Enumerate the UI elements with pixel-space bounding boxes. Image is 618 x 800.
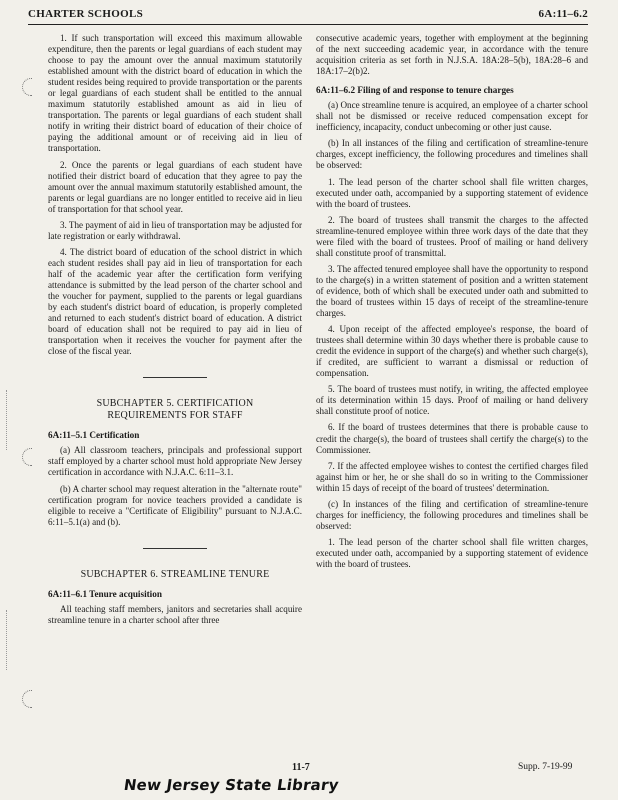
header-rule xyxy=(28,24,588,25)
punch-hole-mark xyxy=(22,690,32,708)
section-heading: 6A:11–6.1 Tenure acquisition xyxy=(48,588,162,599)
paragraph: (a) All classroom teachers, principals and professional support staff employed by a charter school must hold appropriate New Jersey certification in accordance with N.J.A.C. 6:11–3.1. xyxy=(48,445,302,478)
paragraph: (b) A charter school may request alteration in the "alternate route" certification program for novice teachers provided a candidate is eligible to receive a "Certificate of Eligibility" pursuant to N.J.A.C. 6:11–5.1(a) and (b). xyxy=(48,483,302,527)
paragraph: consecutive academic years, together with employment at the beginning of the next succeeding academic year, in accordance with the tenure acquisition criteria as set forth in N.J.S.A. 18A:28–5(b), 18A:28–6 and 18A:17–2(b)2. xyxy=(316,33,588,77)
punch-hole-mark xyxy=(22,78,32,96)
paragraph: 1. The lead person of the charter school shall file written charges, executed under oath, accompanied by a supporting statement of evidence with the board of trustees. xyxy=(316,536,588,569)
paragraph: 1. The lead person of the charter school shall file written charges, executed under oath, accompanied by a supporting statement of evidence with the board of trustees. xyxy=(316,176,588,209)
punch-hole-mark xyxy=(22,448,32,466)
paragraph: 2. Once the parents or legal guardians of each student have notified their district board of education that they agree to pay the amount over the annual maximum statutorily established amount, the parents or legal guardians are no longer entitled to receive aid in lieu of transportation for that school year. xyxy=(48,159,302,214)
paragraph: 7. If the affected employee wishes to contest the certified charges filed against him or her, he or she shall do so in writing to the Commissioner within 15 days of receipt of the board of trustees' determination. xyxy=(316,460,588,493)
paragraph: 3. The payment of aid in lieu of transportation may be adjusted for late registration or early withdrawal. xyxy=(48,219,303,241)
section-divider xyxy=(143,377,207,378)
subchapter-heading: SUBCHAPTER 6. STREAMLINE TENURE xyxy=(80,568,270,580)
supplement-date: Supp. 7-19-99 xyxy=(518,762,573,772)
paragraph: (c) In instances of the filing and certification of streamline-tenure charges for inefficiency, the following procedures and timelines shall be observed: xyxy=(316,498,588,531)
running-header-title: CHARTER SCHOOLS xyxy=(28,8,144,20)
subchapter-heading-line: REQUIREMENTS FOR STAFF xyxy=(107,410,243,422)
margin-mark xyxy=(6,390,7,450)
library-stamp: New Jersey State Library xyxy=(122,776,340,794)
paragraph: (a) Once streamline tenure is acquired, an employee of a charter school shall not be dismissed or receive reduced compensation except for inefficiency, incapacity, conduct unbecoming or other just cause. xyxy=(316,100,588,133)
paragraph: 6. If the board of trustees determines that there is probable cause to credit the charge(s), the board of trustees shall certify the charge(s) to the Commissioner. xyxy=(316,422,588,455)
section-heading: 6A:11–6.2 Filing of and response to tenure charges xyxy=(316,85,514,96)
paragraph: 2. The board of trustees shall transmit the charges to the affected streamline-tenured employee within three work days of the date that they were filed with the board of trustees. Proof of mailing or hand delivery shall constitute proof of transmittal. xyxy=(316,214,588,258)
page-number: 11-7 xyxy=(292,762,310,773)
paragraph: 5. The board of trustees must notify, in writing, the affected employee of its determination within 15 days. Proof of mailing or hand delivery shall constitute proof of notice. xyxy=(316,384,588,417)
paragraph: 3. The affected tenured employee shall have the opportunity to respond to the charge(s) in a written statement of position and a written statement of evidence, both of which shall be executed under oath and submitted to the board of trustees within 15 days of receipt of the streamline-tenure charges. xyxy=(316,263,588,319)
paragraph: All teaching staff members, janitors and secretaries shall acquire streamline tenure in a charter school after three xyxy=(48,603,302,625)
paragraph: (b) In all instances of the filing and certification of streamline-tenure charges, except inefficiency, the following procedures and timelines shall be observed: xyxy=(316,138,588,171)
right-column xyxy=(316,33,588,575)
running-header-section: 6A:11–6.2 xyxy=(538,8,588,20)
margin-mark xyxy=(6,610,7,670)
left-column xyxy=(48,33,302,631)
paragraph: 1. If such transportation will exceed this maximum allowable expenditure, then the parents or legal guardians of each student may choose to pay the amount over the annual maximum statutorily established amount with the district board of education in which the student resides being required to provide transportation or the parents or legal guardians of each student shall be entitled to the annual maximum statutorily established amount as aid in lieu of transportation. The parents or legal guardians of each student shall notify in writing their district board of education of their choice of paying the additional amount or of receiving aid in lieu of transportation. xyxy=(48,33,302,154)
section-heading: 6A:11–5.1 Certification xyxy=(48,430,140,441)
paragraph: 4. The district board of education of the school district in which each student resides shall pay aid in lieu of transportation for each half of the academic year after the certification form verifying attendance is submitted by the lead person of the charter school and the voucher for payment, supplied to the parents or legal guardians by each student's district board of education, is properly completed and returned to each student's district board of education. A district board of education shall not be required to pay aid in lieu of transportation when it receives the voucher for payment after the close of the fiscal year. xyxy=(48,246,302,357)
paragraph: 4. Upon receipt of the affected employee's response, the board of trustees shall determine within 30 days whether there is probable cause to credit the evidence in support of the charge(s) and whether such charge(s), if credited, are sufficient to warrant a dismissal or reduction of compensation. xyxy=(316,324,588,379)
section-divider xyxy=(143,548,207,549)
subchapter-heading xyxy=(48,398,302,422)
subchapter-heading-line: SUBCHAPTER 5. CERTIFICATION xyxy=(96,398,254,410)
